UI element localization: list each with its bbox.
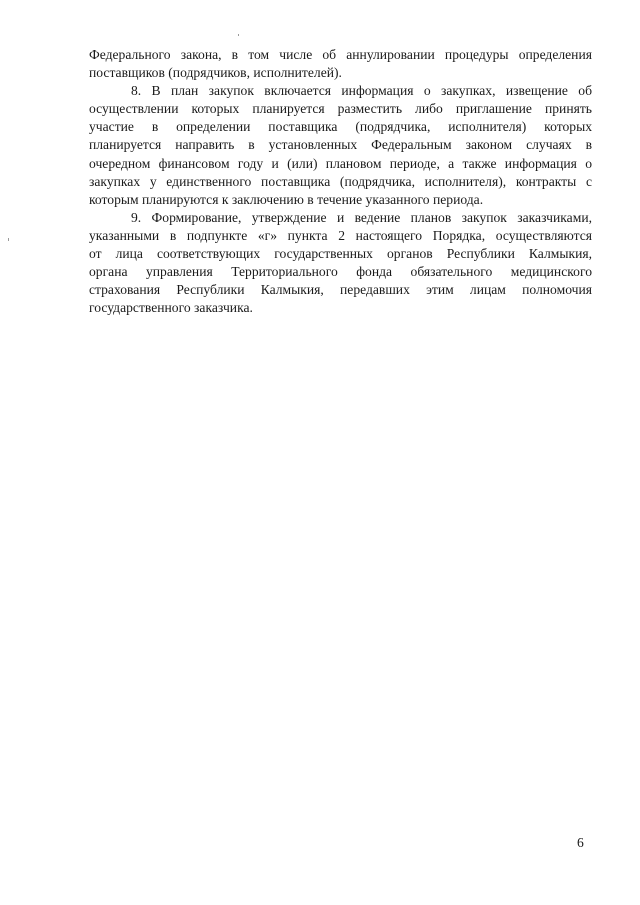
text-line: страхования Республики Калмыкия, передавших этим лицам полномочия (89, 282, 592, 298)
scan-dot (8, 238, 9, 241)
text-line: очередном финансовом году и (или) плановом периоде, а также информация о (89, 155, 592, 171)
scan-dot (238, 34, 239, 36)
text-line: от лица соответствующих государственных органов Республики Калмыкия, (89, 246, 592, 262)
text-line: 8. В план закупок включается информация о закупках, извещение об (131, 83, 592, 99)
text-line: поставщиков (подрядчиков, исполнителей). (89, 65, 342, 81)
text-line: планируется направить в установленных Федеральным законом случаях в (89, 137, 592, 153)
text-line: Федерального закона, в том числе об аннулировании процедуры определения (89, 47, 592, 62)
text-line: которым планируются к заключению в течение указанного периода. (89, 191, 484, 207)
text-line: органа управления Территориального фонда обязательного медицинского (89, 264, 592, 280)
text-line: 9. Формирование, утверждение и ведение планов закупок заказчиками, (131, 209, 592, 225)
text-line: государственного заказчика. (89, 300, 253, 316)
page-number: 6 (577, 835, 584, 850)
paragraph-continuation (89, 46, 592, 82)
document-body (89, 46, 592, 317)
text-line: осуществлении которых планируется разместить либо приглашение принять (89, 101, 592, 117)
text-line: закупках у единственного поставщика (подрядчика, исполнителя), контракты с (89, 173, 592, 189)
text-line: участие в определении поставщика (подрядчика, исполнителя) которых (89, 119, 592, 135)
text-line: указанными в подпункте «г» пункта 2 настоящего Порядка, осуществляются (89, 227, 592, 243)
paragraph-8 (89, 82, 592, 209)
paragraph-9 (89, 209, 592, 318)
